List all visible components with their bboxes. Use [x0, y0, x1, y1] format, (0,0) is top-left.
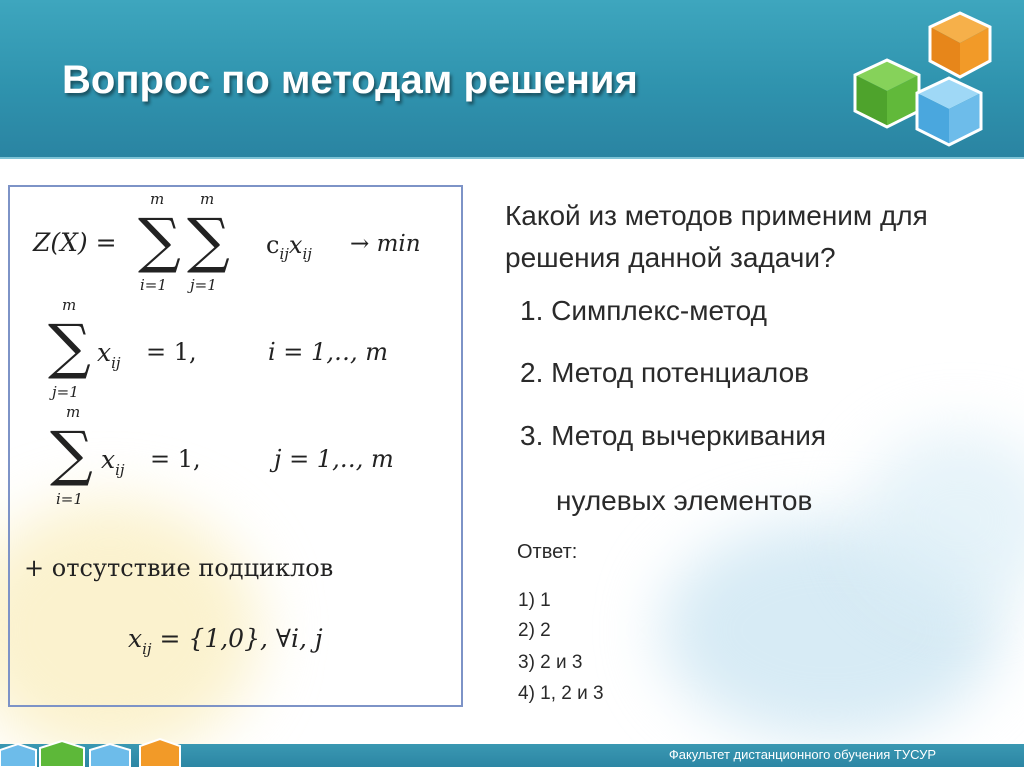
option-2: 2. Метод потенциалов	[520, 357, 810, 388]
c1-variable: $x_{ij}$	[97, 338, 121, 372]
c1-sigma: ∑	[48, 312, 91, 382]
c2-variable: $x_{ij}$	[101, 445, 125, 479]
footer-cubes-icon	[0, 736, 200, 767]
c1-upper: m	[62, 296, 77, 314]
binary-constraint: $x_{ij} = \{1,0\}$, ∀i, j	[128, 624, 323, 658]
answer-4: 4) 1, 2 и 3	[518, 683, 604, 704]
cube-logo-icon	[835, 5, 1005, 155]
option-3: 3. Метод вычеркивания	[520, 420, 827, 451]
answer-1: 1) 1	[518, 590, 551, 611]
sum1-sigma: ∑	[138, 206, 181, 276]
c1-lower: j=1	[52, 383, 79, 401]
sum1-lower: i=1	[140, 276, 167, 294]
footer-text: Факультет дистанционного обучения ТУСУР	[668, 747, 936, 762]
c2-range: j = 1,‥, m	[274, 445, 394, 473]
c1-range: i = 1,‥, m	[268, 338, 388, 366]
slide-title: Вопрос по методам решения	[62, 58, 638, 102]
objective-coef: $c_{ij}x_{ij}$	[266, 231, 312, 263]
c2-upper: m	[66, 403, 81, 421]
answer-3: 3) 2 и 3	[518, 652, 583, 673]
sum2-lower: j=1	[190, 276, 217, 294]
answer-label: Ответ:	[517, 541, 578, 563]
objective-lhs: Z(X) =	[33, 228, 117, 257]
option-3-continuation: нулевых элементов	[556, 485, 813, 516]
sum2-sigma: ∑	[187, 206, 230, 276]
option-1: 1. Симплекс-метод	[520, 295, 767, 326]
question-text: Какой из методов применим для решения данной задачи?	[505, 200, 928, 273]
c2-lower: i=1	[56, 490, 83, 508]
c2-sigma: ∑	[50, 419, 93, 489]
sum1-upper: m	[150, 190, 165, 208]
sum2-upper: m	[200, 190, 215, 208]
objective-tail: → min	[350, 231, 421, 257]
no-subcycles-note: + отсутствие подциклов	[24, 554, 334, 582]
answer-2: 2) 2	[518, 620, 551, 641]
c1-equality: = 1,	[146, 338, 197, 366]
c2-equality: = 1,	[150, 445, 201, 473]
